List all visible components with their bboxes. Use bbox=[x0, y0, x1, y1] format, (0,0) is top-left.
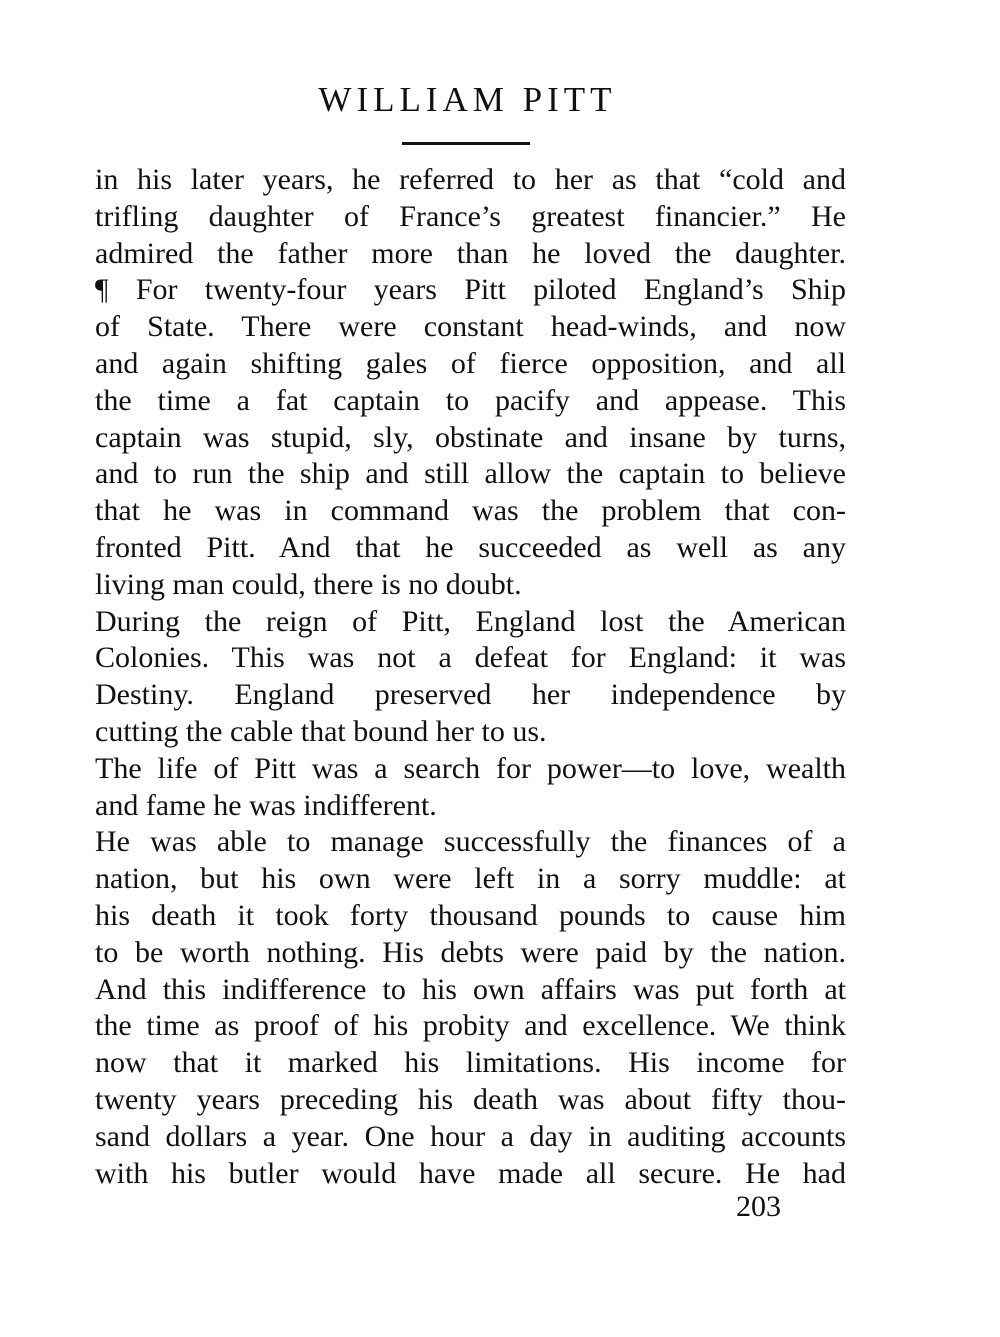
body-text bbox=[95, 162, 846, 1192]
text-line: that he was in command was the problem that con- bbox=[95, 494, 846, 528]
running-head-title: WILLIAM PITT bbox=[318, 80, 617, 119]
text-line: now that it marked his limitations. His income for bbox=[95, 1046, 846, 1080]
text-line: the time a fat captain to pacify and appease. This bbox=[95, 383, 846, 417]
text-line: cutting the cable that bound her to us. bbox=[95, 714, 547, 748]
text-line: and to run the ship and still allow the captain to believe bbox=[95, 457, 846, 491]
text-line: to be worth nothing. His debts were paid by the nation. bbox=[95, 935, 846, 969]
text-line: and fame he was indifferent. bbox=[95, 788, 437, 822]
text-line: ¶ For twenty-four years Pitt piloted England’s Ship bbox=[95, 273, 846, 307]
text-line: captain was stupid, sly, obstinate and insane by turns, bbox=[95, 420, 846, 454]
text-line: his death it took forty thousand pounds to cause him bbox=[95, 898, 846, 932]
text-line: admired the father more than he loved the daughter. bbox=[95, 236, 846, 270]
text-line: And this indifference to his own affairs was put forth at bbox=[95, 972, 846, 1006]
header-rule bbox=[402, 142, 530, 145]
text-line: He was able to manage successfully the finances of a bbox=[95, 825, 846, 859]
text-line: twenty years preceding his death was about fifty thou- bbox=[95, 1082, 846, 1116]
text-line: trifling daughter of France’s greatest financier.” He bbox=[95, 199, 846, 233]
text-line: living man could, there is no doubt. bbox=[95, 567, 522, 601]
text-line: nation, but his own were left in a sorry muddle: at bbox=[95, 862, 846, 896]
text-line: fronted Pitt. And that he succeeded as well as any bbox=[95, 530, 846, 564]
text-line: the time as proof of his probity and excellence. We think bbox=[95, 1009, 846, 1043]
text-line: Destiny. England preserved her independence by bbox=[95, 678, 846, 712]
text-line: with his butler would have made all secure. He had bbox=[95, 1156, 846, 1190]
page-number: 203 bbox=[736, 1190, 781, 1223]
text-line: and again shifting gales of fierce opposition, and all bbox=[95, 346, 846, 380]
text-line: of State. There were constant head-winds, and now bbox=[95, 310, 846, 344]
text-line: The life of Pitt was a search for power—to love, wealth bbox=[95, 751, 846, 785]
text-line: During the reign of Pitt, England lost the American bbox=[95, 604, 846, 638]
text-line: Colonies. This was not a defeat for England: it was bbox=[95, 641, 846, 675]
text-line: in his later years, he referred to her as that “cold and bbox=[95, 163, 846, 196]
text-line: sand dollars a year. One hour a day in auditing accounts bbox=[95, 1119, 846, 1153]
